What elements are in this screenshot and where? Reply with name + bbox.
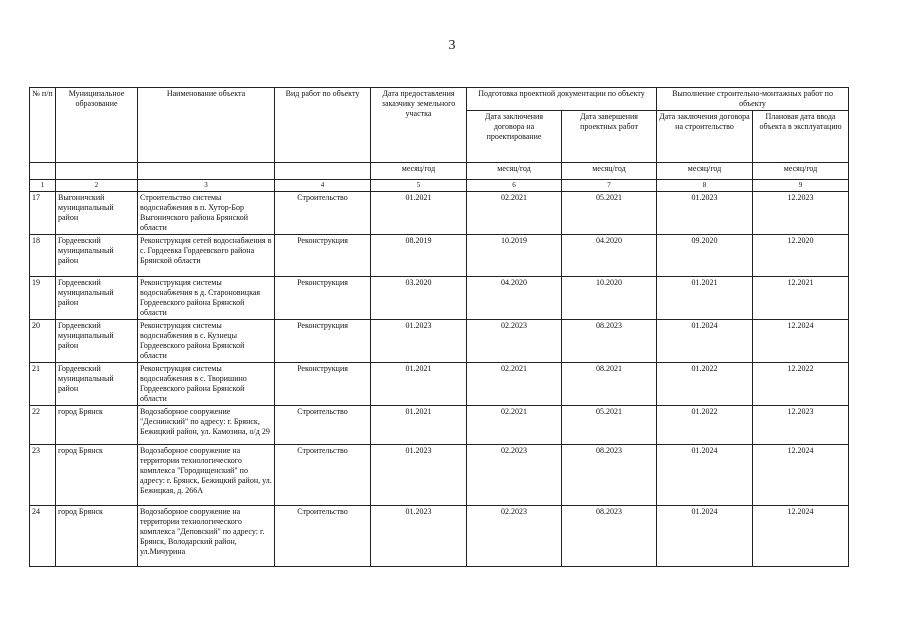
page-number: 3	[448, 38, 456, 53]
unit-cell-empty	[30, 163, 56, 180]
row-commissioning: 12.2020	[753, 235, 849, 277]
row-object: Водозаборное сооружение "Деснинский" по адресу: г. Брянск, Бежицкий район, ул. Камозина, о/д 29	[138, 406, 275, 445]
objects-table	[29, 87, 849, 567]
row-work-type: Строительство	[275, 406, 371, 445]
row-land-date: 01.2023	[371, 320, 467, 363]
header-num: № п/п	[30, 88, 56, 163]
row-land-date: 08.2019	[371, 235, 467, 277]
column-number: 1	[30, 180, 56, 192]
header-object: Наименование объекта	[138, 88, 275, 163]
row-object: Водозаборное сооружение на территории технологического комплекса "Деповский" по адресу: г. Брянск, Володарский район, ул.Мичурина	[138, 506, 275, 567]
row-work-type: Реконструкция	[275, 320, 371, 363]
unit-label: месяц/год	[467, 163, 562, 180]
column-number: 5	[371, 180, 467, 192]
column-number: 3	[138, 180, 275, 192]
row-design-complete: 10.2020	[562, 277, 657, 320]
row-land-date: 01.2021	[371, 192, 467, 235]
row-num: 18	[30, 235, 56, 277]
row-constr-contract: 01.2022	[657, 363, 753, 406]
row-num: 20	[30, 320, 56, 363]
table-row	[30, 235, 849, 277]
row-num: 17	[30, 192, 56, 235]
row-commissioning: 12.2024	[753, 320, 849, 363]
row-commissioning: 12.2024	[753, 445, 849, 506]
row-design-contract: 02.2023	[467, 506, 562, 567]
table-row	[30, 192, 849, 235]
header-design-contract: Дата заключения договора на проектирование	[467, 111, 562, 163]
table-row	[30, 445, 849, 506]
column-number: 7	[562, 180, 657, 192]
column-number: 6	[467, 180, 562, 192]
header-work-type: Вид работ по объекту	[275, 88, 371, 163]
row-constr-contract: 01.2023	[657, 192, 753, 235]
row-num: 24	[30, 506, 56, 567]
row-design-complete: 04.2020	[562, 235, 657, 277]
row-object: Реконструкция системы водоснабжения в с. Кузнецы Гордеевского района Брянской области	[138, 320, 275, 363]
header-group-design: Подготовка проектной документации по объекту	[467, 88, 657, 111]
row-land-date: 01.2021	[371, 363, 467, 406]
row-work-type: Реконструкция	[275, 235, 371, 277]
table-row	[30, 363, 849, 406]
header-design-complete: Дата завершения проектных работ	[562, 111, 657, 163]
row-design-contract: 02.2023	[467, 445, 562, 506]
row-design-complete: 08.2023	[562, 320, 657, 363]
row-design-contract: 02.2023	[467, 320, 562, 363]
header-group-construction: Выполнение строительно-монтажных работ по объекту	[657, 88, 849, 111]
row-municipality: город Брянск	[56, 445, 138, 506]
row-commissioning: 12.2022	[753, 363, 849, 406]
row-object: Реконструкция сетей водоснабжения в с. Гордеевка Гордеевского района Брянской области	[138, 235, 275, 277]
column-number: 8	[657, 180, 753, 192]
row-commissioning: 12.2023	[753, 192, 849, 235]
row-work-type: Строительство	[275, 445, 371, 506]
header-land-date: Дата предоставления заказчику земельного участка	[371, 88, 467, 163]
row-design-contract: 02.2021	[467, 406, 562, 445]
row-constr-contract: 01.2024	[657, 506, 753, 567]
column-number: 2	[56, 180, 138, 192]
row-constr-contract: 01.2022	[657, 406, 753, 445]
row-design-complete: 08.2023	[562, 506, 657, 567]
row-num: 21	[30, 363, 56, 406]
row-num: 19	[30, 277, 56, 320]
row-commissioning: 12.2021	[753, 277, 849, 320]
row-num: 22	[30, 406, 56, 445]
row-constr-contract: 01.2024	[657, 320, 753, 363]
header-commissioning: Плановая дата ввода объекта в эксплуатацию	[753, 111, 849, 163]
row-municipality: город Брянск	[56, 406, 138, 445]
unit-label: месяц/год	[371, 163, 467, 180]
unit-label: месяц/год	[657, 163, 753, 180]
row-commissioning: 12.2023	[753, 406, 849, 445]
row-constr-contract: 01.2024	[657, 445, 753, 506]
row-land-date: 01.2023	[371, 506, 467, 567]
row-municipality: город Брянск	[56, 506, 138, 567]
row-design-contract: 02.2021	[467, 363, 562, 406]
row-municipality: Гордеевский муниципальный район	[56, 277, 138, 320]
column-number: 9	[753, 180, 849, 192]
row-constr-contract: 09.2020	[657, 235, 753, 277]
row-design-contract: 10.2019	[467, 235, 562, 277]
header-municipality: Муниципальное образование	[56, 88, 138, 163]
table-row	[30, 406, 849, 445]
row-object: Водозаборное сооружение на территории технологического комплекса "Городищенский" по адресу: г. Брянск, Бежицкий район, ул. Бежицкая, д. 266А	[138, 445, 275, 506]
table-row	[30, 277, 849, 320]
row-work-type: Строительство	[275, 506, 371, 567]
row-municipality: Гордеевский муниципальный район	[56, 320, 138, 363]
row-work-type: Реконструкция	[275, 363, 371, 406]
row-num: 23	[30, 445, 56, 506]
row-design-contract: 02.2021	[467, 192, 562, 235]
unit-cell-empty	[56, 163, 138, 180]
row-municipality: Гордеевский муниципальный район	[56, 363, 138, 406]
row-land-date: 03.2020	[371, 277, 467, 320]
row-commissioning: 12.2024	[753, 506, 849, 567]
row-constr-contract: 01.2021	[657, 277, 753, 320]
row-design-complete: 05.2021	[562, 192, 657, 235]
row-municipality: Гордеевский муниципальный район	[56, 235, 138, 277]
row-work-type: Строительство	[275, 192, 371, 235]
table-row	[30, 320, 849, 363]
unit-label: месяц/год	[562, 163, 657, 180]
row-work-type: Реконструкция	[275, 277, 371, 320]
row-design-contract: 04.2020	[467, 277, 562, 320]
row-design-complete: 05.2021	[562, 406, 657, 445]
row-design-complete: 08.2023	[562, 445, 657, 506]
row-object: Реконструкция системы водоснабжения в с. Творишино Гордеевского района Брянской области	[138, 363, 275, 406]
row-land-date: 01.2023	[371, 445, 467, 506]
unit-cell-empty	[275, 163, 371, 180]
row-municipality: Выгоничский муниципальный район	[56, 192, 138, 235]
column-number: 4	[275, 180, 371, 192]
header-constr-contract: Дата заключения договора на строительство	[657, 111, 753, 163]
row-design-complete: 08.2021	[562, 363, 657, 406]
row-object: Реконструкция системы водоснабжения в д. Староновицкая Гордеевского района Брянской области	[138, 277, 275, 320]
row-object: Строительство системы водоснабжения в п. Хутор-Бор Выгоничского района Брянской области	[138, 192, 275, 235]
unit-label: месяц/год	[753, 163, 849, 180]
table-row	[30, 506, 849, 567]
unit-cell-empty	[138, 163, 275, 180]
row-land-date: 01.2021	[371, 406, 467, 445]
